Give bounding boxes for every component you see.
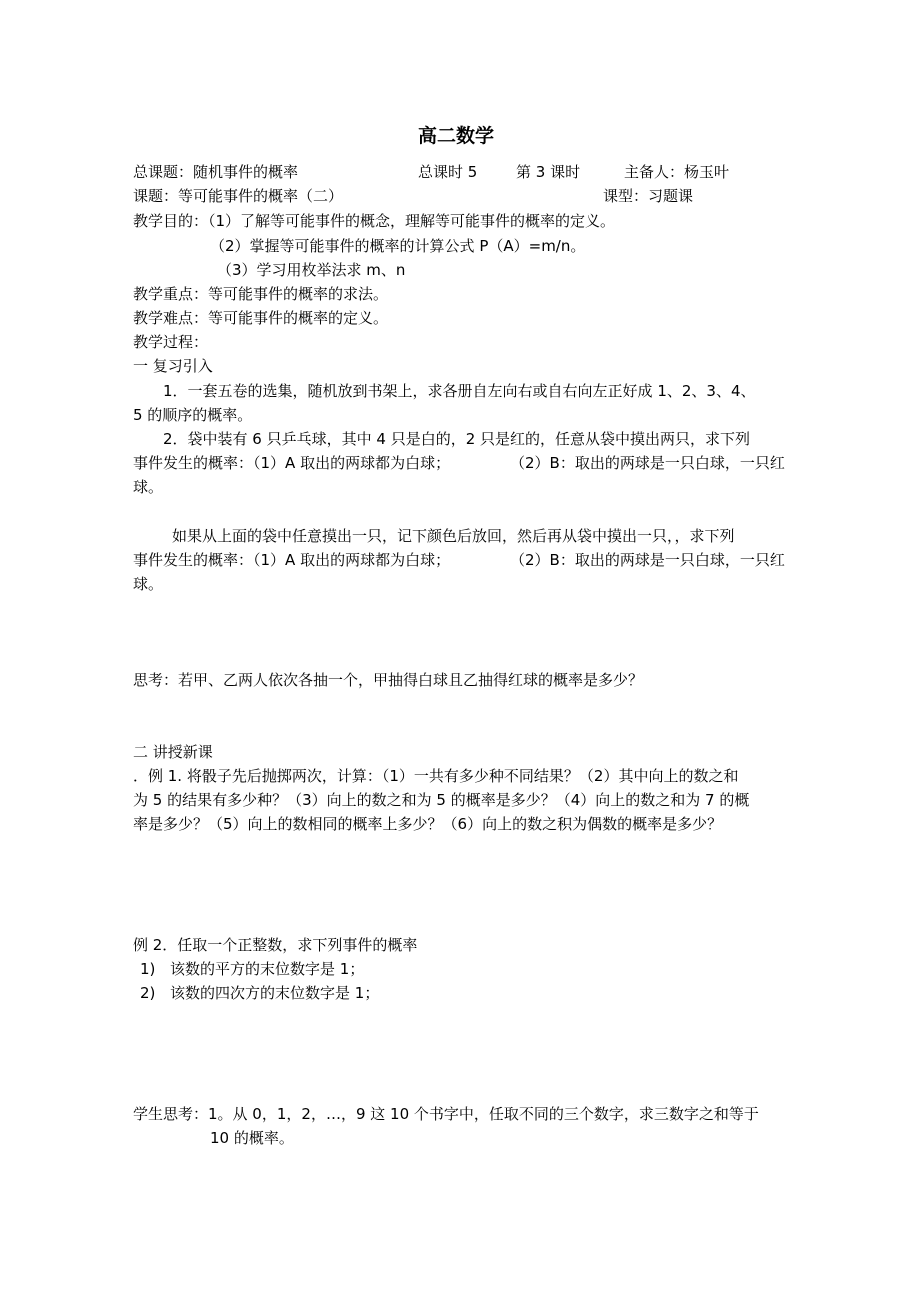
student-thinking-line-1: 学生思考：1。从 0，1，2，…，9 这 10 个书字中，任取不同的三个数字，求三数字之和等于	[133, 1105, 759, 1123]
process-label: 教学过程：	[133, 333, 209, 351]
question-1-line-1: 1．一套五卷的选集，随机放到书架上，求各册自左向右或自右向左正好成 1、2、3、4、	[163, 382, 756, 400]
example-1-line-3: 率是多少？（5）向上的数相同的概率上多少？（6）向上的数之积为偶数的概率是多少？	[133, 815, 723, 833]
objective-3: （3）学习用枚举法求 m、n	[217, 261, 406, 279]
key-point: 教学重点：等可能事件的概率的求法。	[133, 285, 389, 303]
question-1-line-2: 5 的顺序的概率。	[133, 406, 253, 424]
question-2-line-1: 2．袋中装有 6 只乒乓球，其中 4 只是白的，2 只是红的，任意从袋中摸出两只，求下列	[163, 430, 751, 448]
example-2-item-2-text: 该数的四次方的末位数字是 1；	[170, 984, 380, 1002]
lesson-number: 第 3 课时	[516, 163, 581, 181]
example-2-heading: 例 2．任取一个正整数，求下列事件的概率	[133, 936, 418, 954]
question-3-line-3: 球。	[133, 575, 164, 593]
example-2-item-2-number: 2)	[140, 984, 156, 1002]
question-3-line-2b: （2）B：取出的两球是一只白球，一只红	[510, 551, 785, 569]
question-2-line-2b: （2）B：取出的两球是一只白球，一只红	[510, 454, 785, 472]
question-2-line-2a: 事件发生的概率：（1）A 取出的两球都为白球；	[133, 454, 451, 472]
difficulty: 教学难点：等可能事件的概率的定义。	[133, 309, 389, 327]
objective-1: 教学目的：（1）了解等可能事件的概念，理解等可能事件的概率的定义。	[133, 212, 616, 230]
question-3-line-2a: 事件发生的概率：（1）A 取出的两球都为白球；	[133, 551, 451, 569]
section-2-heading: 二 讲授新课	[133, 743, 213, 761]
preparer: 主备人：杨玉叶	[624, 163, 730, 181]
lesson-topic: 课题：等可能事件的概率（二）	[133, 187, 344, 205]
example-1-line-2: 为 5 的结果有多少种？（3）向上的数之和为 5 的概率是多少？（4）向上的数之和为 7 的概	[133, 791, 750, 809]
question-3-line-1: 如果从上面的袋中任意摸出一只，记下颜色后放回，然后再从袋中摸出一只，，求下列	[172, 527, 735, 545]
general-topic: 总课题：随机事件的概率	[133, 163, 299, 181]
section-1-heading: 一 复习引入	[133, 357, 213, 375]
think-question: 思考：若甲、乙两人依次各抽一个，甲抽得白球且乙抽得红球的概率是多少？	[133, 671, 644, 689]
total-hours: 总课时 5	[418, 163, 478, 181]
example-2-item-1-text: 该数的平方的末位数字是 1；	[170, 960, 365, 978]
student-thinking-line-2: 10 的概率。	[210, 1129, 294, 1147]
lesson-type: 课型：习题课	[603, 187, 694, 205]
objective-2: （2）掌握等可能事件的概率的计算公式 P（A）=m/n。	[210, 237, 586, 255]
question-2-line-3: 球。	[133, 478, 164, 496]
example-2-item-1-number: 1)	[140, 960, 156, 978]
page-title: 高二数学	[418, 125, 495, 147]
example-1-line-1: ．例 1. 将骰子先后抛掷两次，计算：（1）一共有多少种不同结果？（2）其中向上的数之和	[133, 767, 739, 785]
